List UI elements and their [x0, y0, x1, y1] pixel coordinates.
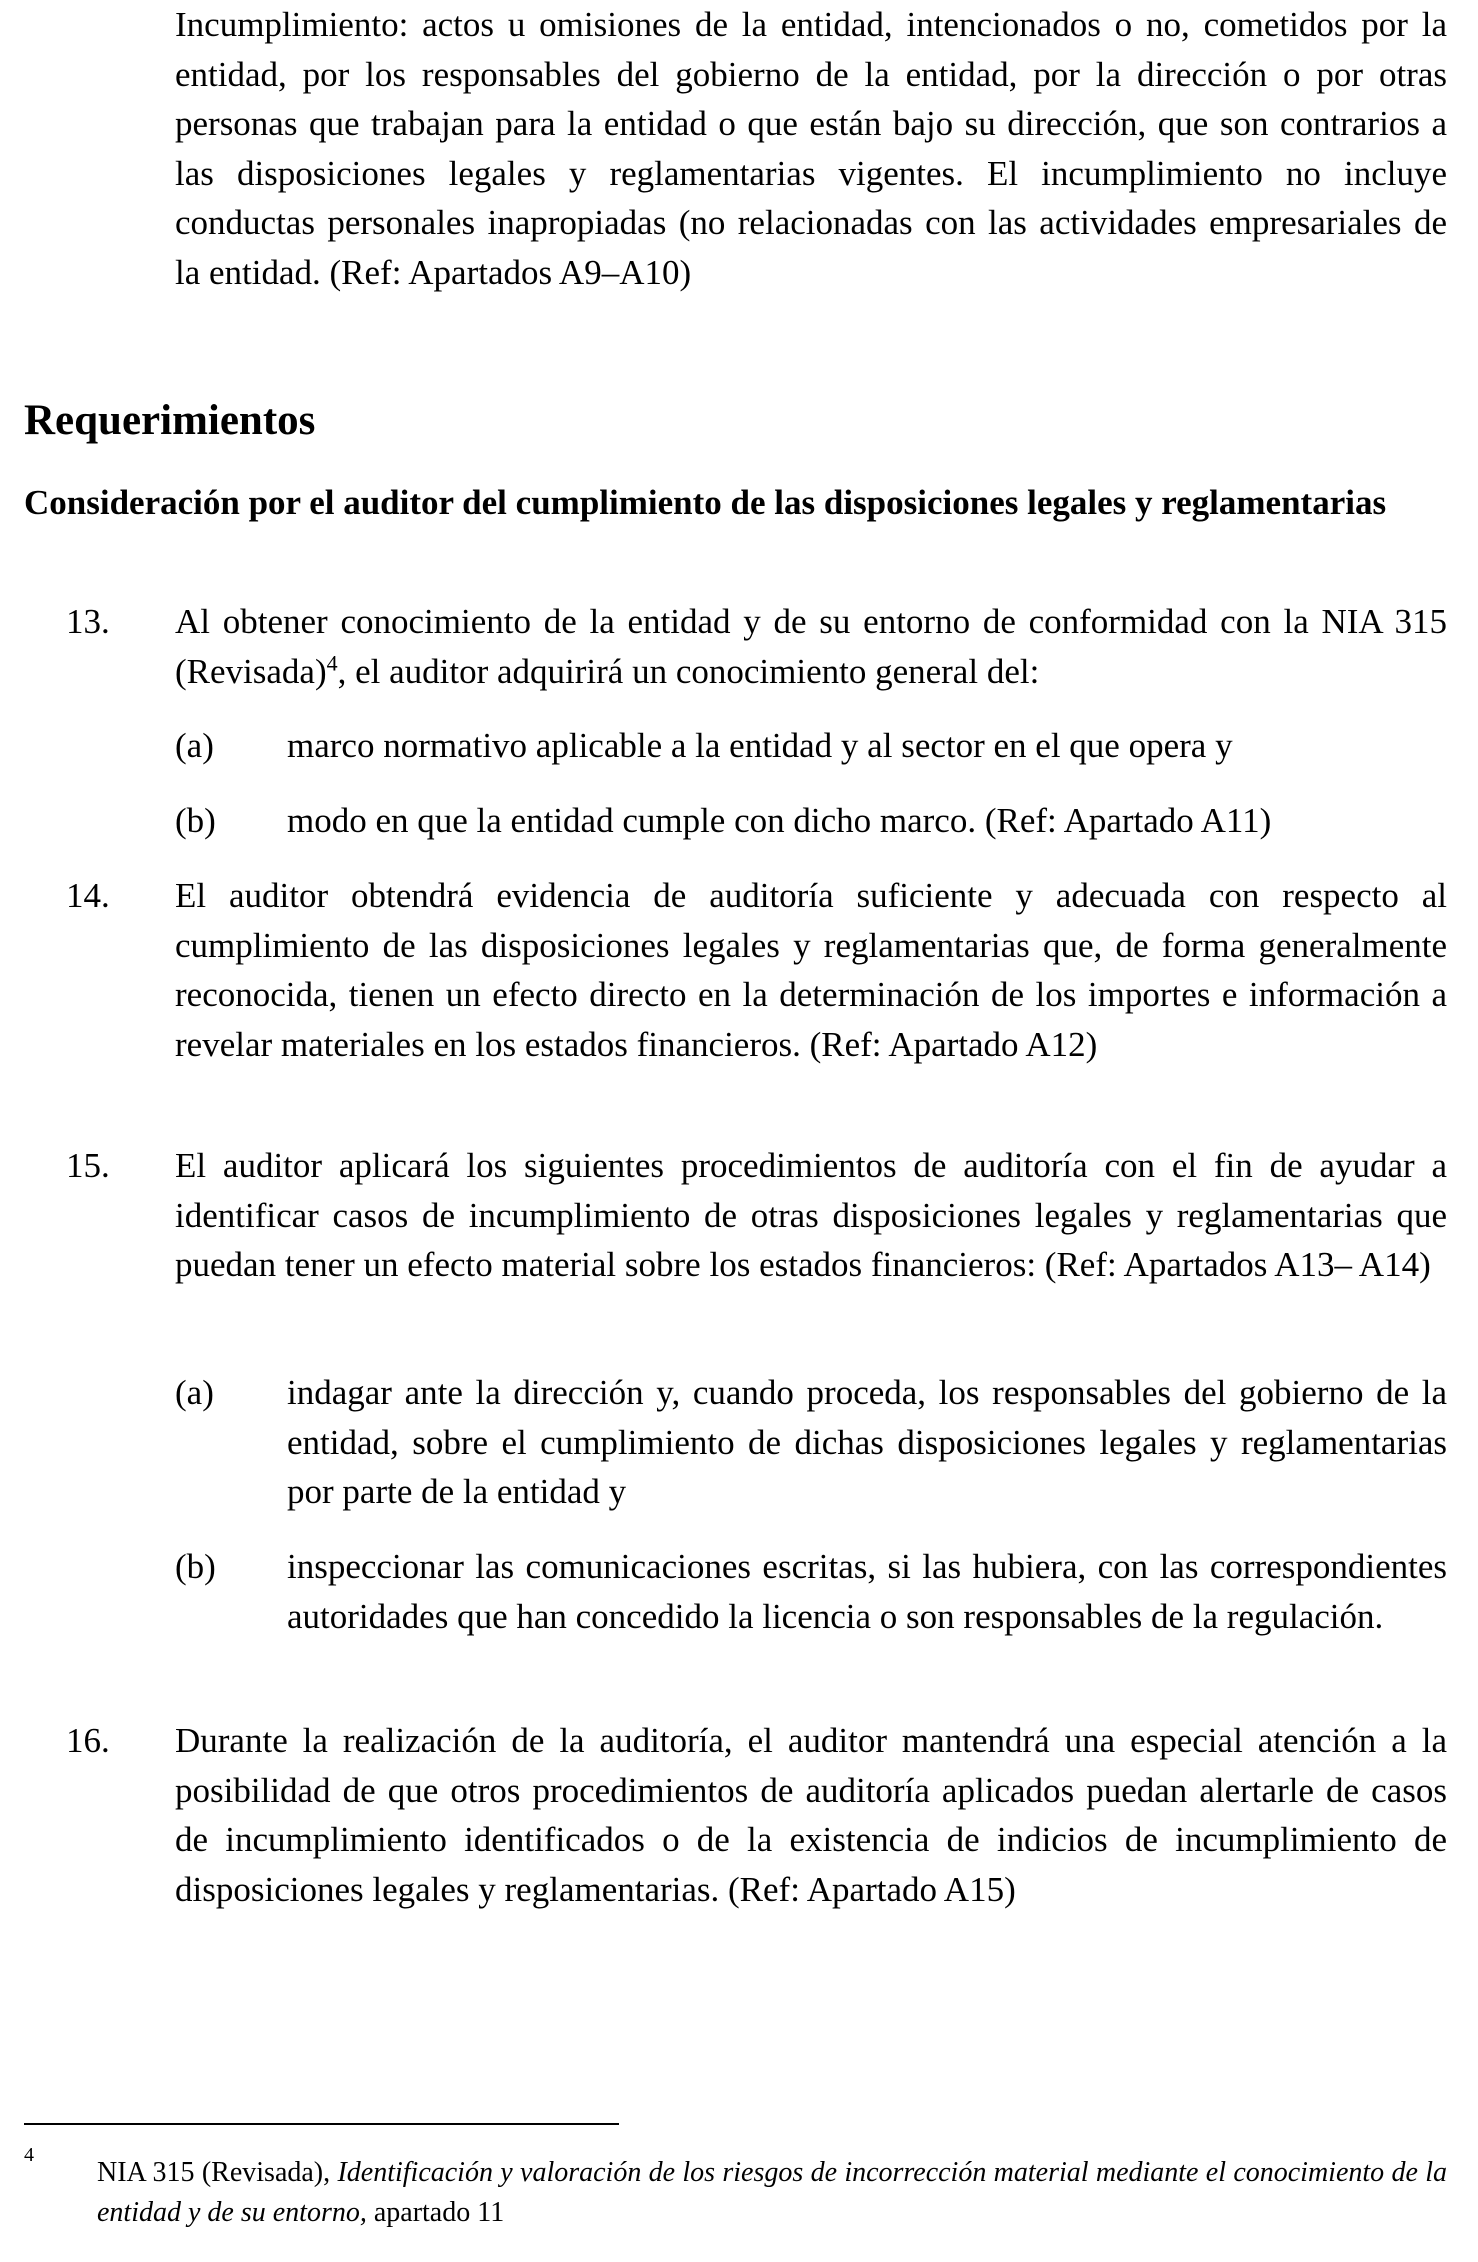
- list-item-text: marco normativo aplicable a la entidad y al sector en el que opera y: [287, 726, 1233, 765]
- paragraph-number: 16.: [66, 1721, 110, 1760]
- paragraph-text: El auditor obtendrá evidencia de auditoría suficiente y adecuada con respecto al cumplimiento de las disposiciones legales y reglamentarias que, de forma generalmente reconocida, tienen un efecto directo en la determinación de los importes e información a revelar materiales en los estados financieros. (Ref: Apartado A12): [175, 876, 1447, 1064]
- list-item-label: (a): [175, 1373, 214, 1412]
- paragraph-number: 15.: [66, 1146, 110, 1185]
- list-item-text: modo en que la entidad cumple con dicho marco. (Ref: Apartado A11): [287, 801, 1272, 840]
- footnote-prefix: NIA 315 (Revisada),: [97, 2157, 338, 2188]
- footnote-title: Identificación y valoración de los riesgos de incorrección material mediante el conocimiento de la entidad y de su entorno,: [97, 2157, 1447, 2228]
- footnote-text: [97, 2153, 1447, 2233]
- paragraph-number: 13.: [66, 602, 110, 641]
- paragraph-text: El auditor aplicará los siguientes procedimientos de auditoría con el fin de ayudar a identificar casos de incumplimiento de otras disposiciones legales y reglamentarias que puedan tener un efecto material sobre los estados financieros: (Ref: Apartados A13– A14): [175, 1146, 1447, 1284]
- footnote-suffix: apartado 11: [366, 2197, 505, 2228]
- paragraph-text-part: Al obtener conocimiento de la entidad y de su entorno de conformidad con la NIA 315 (Revisada): [175, 602, 1447, 691]
- footnote-divider: [24, 2123, 619, 2125]
- list-item-text: indagar ante la dirección y, cuando proceda, los responsables del gobierno de la entidad, sobre el cumplimiento de dichas disposiciones legales y reglamentarias por parte de la entidad y: [287, 1373, 1447, 1511]
- paragraph-number: 14.: [66, 876, 110, 915]
- paragraph-text: [175, 597, 1447, 696]
- footnote-mark: 4: [24, 2144, 34, 2166]
- list-item-label: (b): [175, 1547, 216, 1586]
- section-heading: Requerimientos: [24, 397, 316, 444]
- list-item-label: (b): [175, 801, 216, 840]
- definition-paragraph: Incumplimiento: actos u omisiones de la entidad, intencionados o no, cometidos por la entidad, por los responsables del gobierno de la entidad, por la dirección o por otras personas que trabajan para la entidad o que están bajo su dirección, que son contrarios a las disposiciones legales y reglamentarias vigentes. El incumplimiento no incluye conductas personales inapropiadas (no relacionadas con las actividades empresariales de la entidad. (Ref: Apartados A9–A10): [175, 5, 1447, 292]
- paragraph-text: Durante la realización de la auditoría, el auditor mantendrá una especial atención a la posibilidad de que otros procedimientos de auditoría aplicados puedan alertarle de casos de incumplimiento identificados o de la existencia de indicios de incumplimiento de disposiciones legales y reglamentarias. (Ref: Apartado A15): [175, 1721, 1447, 1909]
- list-item-label: (a): [175, 726, 214, 765]
- paragraph-text-part: , el auditor adquirirá un conocimiento general del:: [337, 651, 1040, 691]
- footnote-reference: 4: [326, 649, 338, 675]
- list-item-text: inspeccionar las comunicaciones escritas, si las hubiera, con las correspondientes autoridades que han concedido la licencia o son responsables de la regulación.: [287, 1547, 1447, 1636]
- section-subheading: Consideración por el auditor del cumplimiento de las disposiciones legales y reglamentarias: [24, 483, 1387, 522]
